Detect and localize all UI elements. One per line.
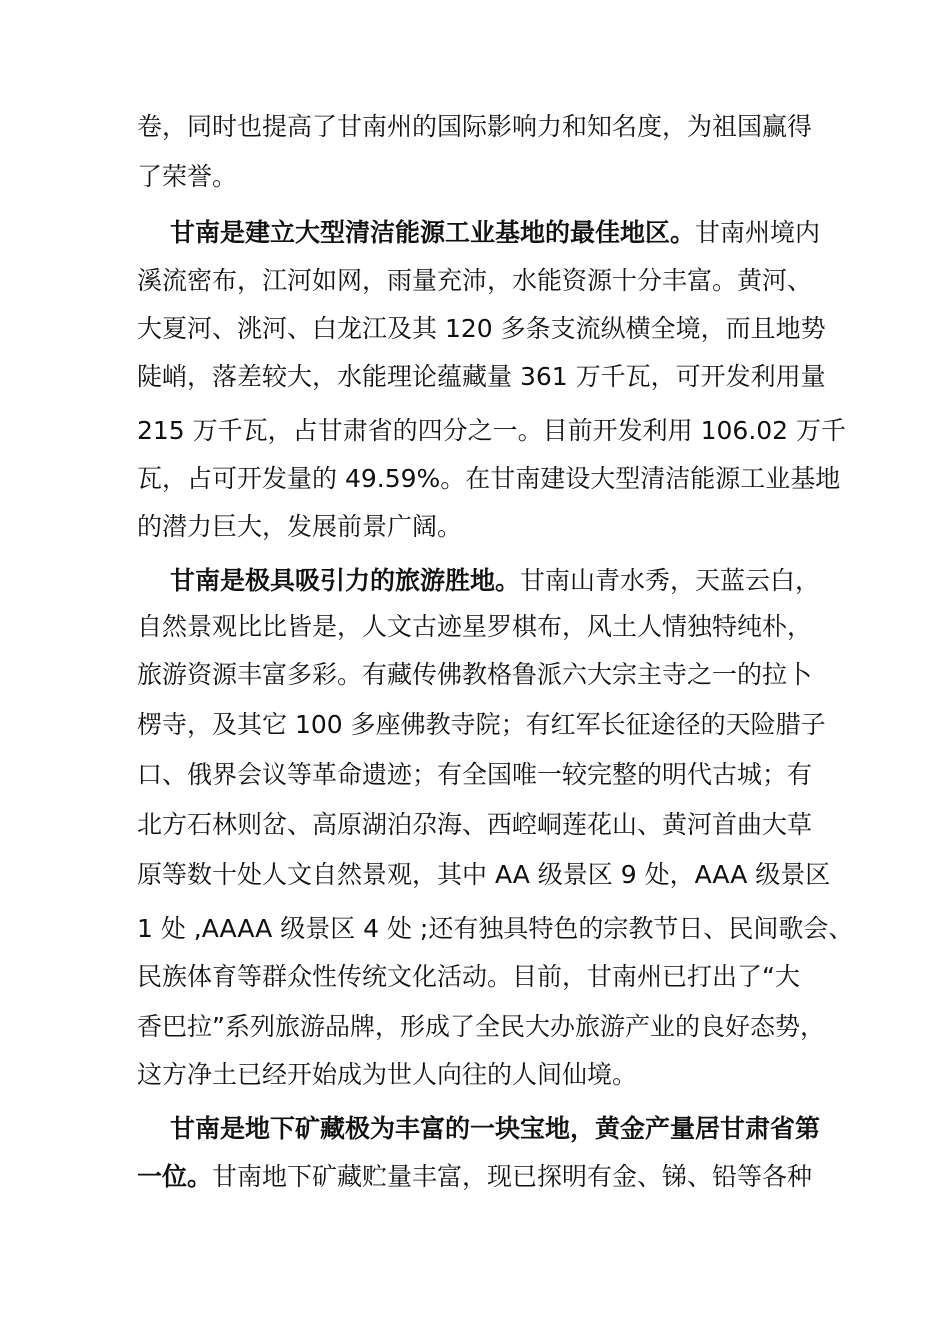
paragraph-heading-line <box>170 1114 890 1144</box>
line-text: 甘南山青水秀，天蓝云白， <box>520 566 821 595</box>
paragraph-line <box>137 512 857 542</box>
paragraph-line <box>137 660 857 690</box>
paragraph-line <box>137 112 857 142</box>
paragraph-line <box>137 962 857 992</box>
paragraph-line <box>137 362 857 392</box>
line-text: 旅游资源丰富多彩。有藏传佛教格鲁派六大宗主寺之一的拉卜 <box>137 660 813 689</box>
line-text: 的潜力巨大，发展前景广阔。 <box>137 512 463 541</box>
line-text: 了荣誉。 <box>137 162 238 191</box>
paragraph-line <box>137 810 857 840</box>
line-text: 香巴拉”系列旅游品牌，形成了全民大办旅游产业的良好态势， <box>137 1012 825 1041</box>
paragraph-line <box>137 416 857 446</box>
line-text: 溪流密布，江河如网，雨量充沛，水能资源十分丰富。黄河、 <box>137 266 813 295</box>
bold-heading: 一位。 <box>137 1162 213 1191</box>
bold-heading: 甘南是建立大型清洁能源工业基地的最佳地区。 <box>170 218 696 247</box>
paragraph-line <box>137 612 857 642</box>
paragraph-line <box>137 162 857 192</box>
paragraph-line <box>137 860 857 890</box>
line-text: 瓦，占可开发量的 49.59%。在甘南建设大型清洁能源工业基地 <box>137 464 841 493</box>
line-text: 215 万千瓦，占甘肃省的四分之一。目前开发利用 106.02 万千 <box>137 416 847 445</box>
line-text: 卷，同时也提高了甘南州的国际影响力和知名度，为祖国赢得 <box>137 112 813 141</box>
paragraph-line <box>137 314 857 344</box>
paragraph-line <box>137 266 857 296</box>
paragraph-line <box>137 464 857 494</box>
paragraph-line <box>137 914 857 944</box>
line-text: 大夏河、洮河、白龙江及其 120 多条支流纵横全境，而且地势 <box>137 314 826 343</box>
paragraph-heading-line <box>170 566 890 596</box>
bold-heading: 甘南是极具吸引力的旅游胜地。 <box>170 566 521 595</box>
paragraph-heading-line <box>137 1162 857 1192</box>
bold-heading: 甘南是地下矿藏极为丰富的一块宝地，黄金产量居甘肃省第 <box>170 1114 821 1143</box>
line-text: 楞寺，及其它 100 多座佛教寺院；有红军长征途径的天险腊子 <box>137 710 826 739</box>
paragraph-heading-line <box>170 218 890 248</box>
line-text: 甘南地下矿藏贮量丰富，现已探明有金、锑、铅等各种 <box>212 1162 813 1191</box>
line-text: 甘南州境内 <box>695 218 821 247</box>
paragraph-line <box>137 1012 857 1042</box>
line-text: 原等数十处人文自然景观，其中 AA 级景区 9 处，AAA 级景区 <box>137 860 831 889</box>
paragraph-line <box>137 760 857 790</box>
line-text: 1 处 ,AAAA 级景区 4 处 ;还有独具特色的宗教节日、民间歌会、 <box>137 914 854 943</box>
line-text: 自然景观比比皆是，人文古迹星罗棋布，风土人情独特纯朴， <box>137 612 813 641</box>
line-text: 这方净土已经开始成为世人向往的人间仙境。 <box>137 1060 638 1089</box>
line-text: 民族体育等群众性传统文化活动。目前，甘南州已打出了“大 <box>137 962 800 991</box>
line-text: 陡峭，落差较大，水能理论蕴藏量 361 万千瓦，可开发利用量 <box>137 362 826 391</box>
line-text: 口、俄界会议等革命遗迹；有全国唯一较完整的明代古城；有 <box>137 760 813 789</box>
paragraph-line <box>137 1060 857 1090</box>
line-text: 北方石林则岔、高原湖泊尕海、西崆峒莲花山、黄河首曲大草 <box>137 810 813 839</box>
paragraph-line <box>137 710 857 740</box>
